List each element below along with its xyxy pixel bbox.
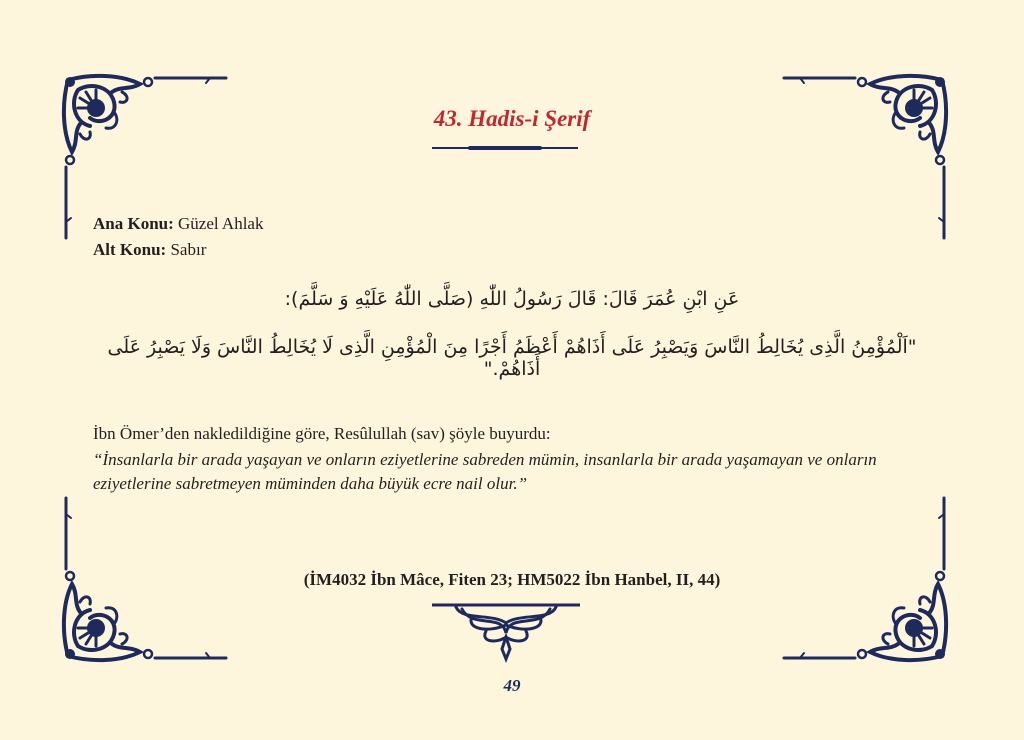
title-underline-divider	[432, 147, 578, 149]
main-topic-value: Güzel Ahlak	[178, 214, 264, 233]
source-citation: (İM4032 İbn Mâce, Fiten 23; HM5022 İbn Hanbel, II, 44)	[303, 570, 721, 589]
bottom-knot-ornament-icon	[432, 603, 580, 663]
translation-intro: İbn Ömer’den nakledildiğine göre, Resûlullah (sav) şöyle buyurdu:	[93, 424, 551, 443]
arabic-narration-line: عَنِ ابْنِ عُمَرَ قَالَ: قَالَ رَسُولُ اللّٰهِ (صَلَّى اللّٰهُ عَلَيْهِ وَ سَلَّمَ):	[284, 288, 740, 310]
main-topic	[93, 212, 263, 236]
main-topic-label: Ana Konu:	[93, 214, 174, 233]
sub-topic-label: Alt Konu:	[93, 240, 167, 259]
corner-ornament-top-right-icon	[780, 72, 950, 242]
sub-topic-value: Sabır	[170, 240, 207, 259]
translation-quote: “İnsanlarla bir arada yaşayan ve onların eziyetlerine sabreden mümin, insanlarla bir arada yaşamayan ve onların eziyetlerine sabretmeyen müminden daha büyük ecre nail olur.”	[93, 450, 877, 493]
page-number: 49	[503, 676, 521, 695]
sub-topic	[93, 238, 206, 262]
arabic-hadith-text: "اَلْمُؤْمِنُ الَّذِى يُخَالِطُ النَّاسَ وَيَصْبِرُ عَلَى أَذَاهُمْ أَعْظَمُ أَجْرًا مِنَ الْمُؤْمِنِ الَّذِى لَا يُخَالِطُ النَّاسَ وَلَا يَصْبِرُ عَلَى أَذَاهُمْ."	[107, 336, 917, 380]
page-title: 43. Hadis-i Şerif	[433, 106, 591, 131]
